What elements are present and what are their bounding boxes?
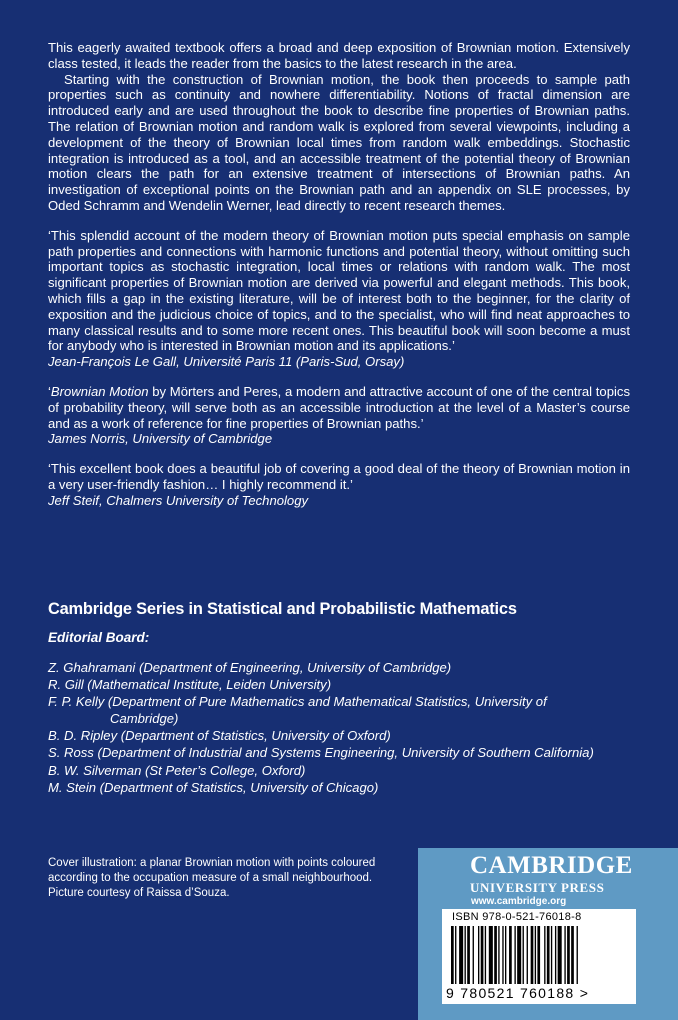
publisher-subtitle: UNIVERSITY PRESS: [470, 880, 605, 895]
blurb-intro: This eagerly awaited textbook offers a broad and deep exposition of Brownian motion. Extensively class tested, it leads the reader from the basics to the latest research in the area.: [48, 40, 630, 71]
back-cover-text: [48, 40, 630, 509]
board-member: M. Stein (Department of Statistics, University of Chicago): [48, 779, 379, 795]
board-member: B. W. Silverman (St Peter’s College, Oxford): [48, 762, 306, 778]
board-member: Z. Ghahramani (Department of Engineering, University of Cambridge): [48, 660, 452, 675]
review-quote: ‘This splendid account of the modern theory of Brownian motion puts special emphasis on sample path properties and connections with harmonic functions and potential theory, without omitting such important topics as stochastic integration, local times or relations with random walk. The most significant properties of Brownian motion are derived via powerful and elegant methods. This book, which fills a gap in the existing literature, will be of interest both to the beginner, for the clarity of exposition and the judicious choice of topics, and to the specialist, who will find neat approaches to many classical results and to some more recent ones. This beautiful book will soon become a must for anybody who is interested in Brownian motion and its applications.’: [48, 227, 630, 354]
board-member: S. Ross (Department of Industrial and Systems Engineering, University of Southern California): [48, 745, 594, 761]
barcode-digits: 9 780521 760188 >: [446, 985, 590, 1001]
publisher-url[interactable]: www.cambridge.org: [471, 896, 567, 907]
board-member: F. P. Kelly (Department of Pure Mathematics and Mathematical Statistics, University of Cambridge): [48, 694, 547, 727]
publisher-name: CAMBRIDGE: [470, 852, 633, 879]
barcode-icon: [451, 926, 629, 986]
cover-credit: Cover illustration: a planar Brownian motion with points coloured according to the occupation measure of a small neighbourhood. Picture courtesy of Raissa d’Souza.: [48, 857, 376, 899]
board-member: R. Gill (Mathematical Institute, Leiden University): [48, 677, 332, 693]
review-attribution: Jean-François Le Gall, Université Paris 11 (Paris-Sud, Orsay): [48, 354, 405, 370]
review-quote-text: by Mörters and Peres, a modern and attractive account of one of the central topics of probability theory, will serve both as an accessible introduction at the level of a Master’s course and as a work of reference for fine properties of Brownian paths.’: [48, 383, 630, 431]
review-quote: ‘This excellent book does a beautiful job of covering a good deal of the theory of Brownian motion in a very user-friendly fashion… I highly recommend it.’: [48, 461, 630, 492]
review-quote: [48, 384, 630, 431]
review-attribution: Jeff Steif, Chalmers University of Technology: [48, 492, 309, 508]
isbn-label: ISBN 978-0-521-76018-8: [452, 911, 582, 923]
series-title: Cambridge Series in Statistical and Probabilistic Mathematics: [48, 600, 517, 618]
book-title: Brownian Motion: [50, 383, 149, 399]
review-attribution: James Norris, University of Cambridge: [48, 431, 273, 447]
barcode-card: [442, 909, 636, 1004]
editorial-board-list: [48, 659, 608, 796]
blurb-body: Starting with the construction of Brownian motion, the book then proceeds to sample path properties such as continuity and nowhere differentiability. Notions of fractal dimension are introduced early and are used throughout the book to describe fine properties of Brownian paths. The relation of Brownian motion and random walk is explored from several viewpoints, including a development of the theory of Brownian local times from random walk embeddings. Stochastic integration is introduced as a tool, and an accessible treatment of the potential theory of Brownian motion clears the path for an extensive treatment of intersections of Brownian paths. An investigation of exceptional points on the Brownian path and an appendix on SLE processes, by Oded Schramm and Wendelin Werner, lead directly to recent research themes.: [48, 71, 630, 213]
publisher-box: [418, 848, 678, 1020]
quote-mark: ‘: [48, 383, 51, 399]
editorial-board-label: Editorial Board:: [48, 630, 150, 645]
board-member: B. D. Ripley (Department of Statistics, University of Oxford): [48, 728, 391, 744]
